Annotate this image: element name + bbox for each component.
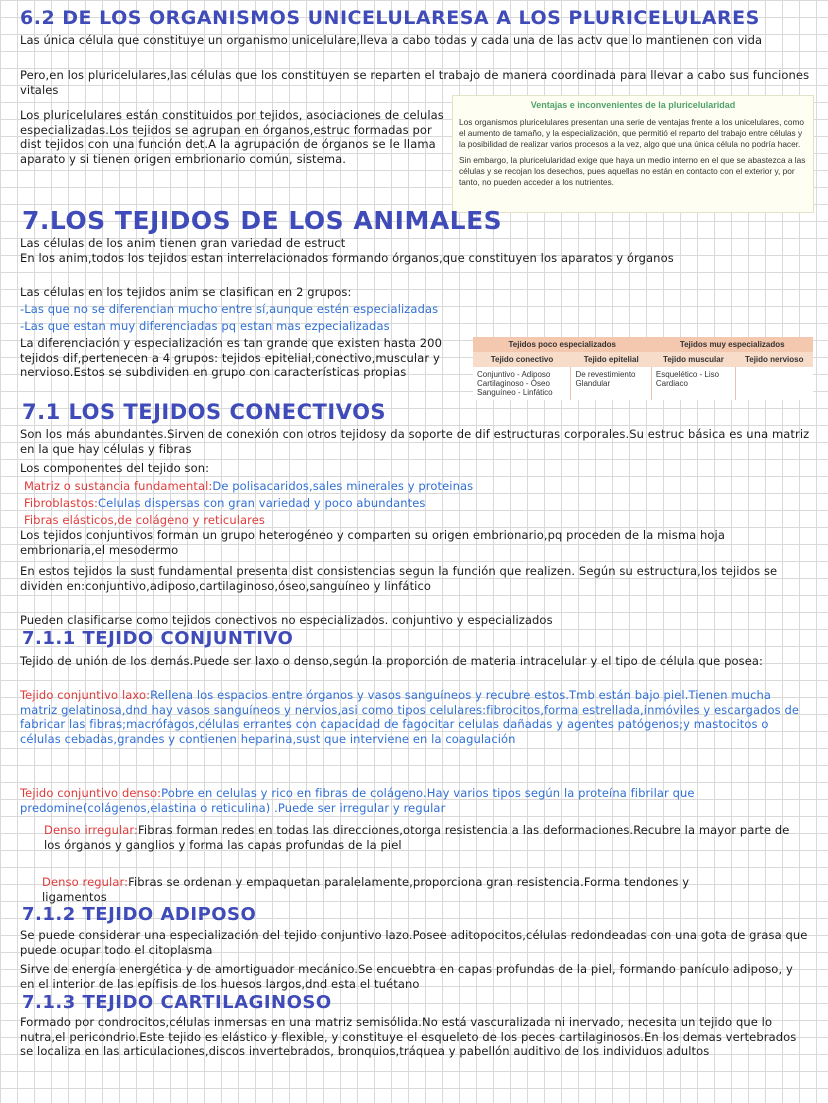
paragraph-cartilaginoso: Formado por condrocitos,células inmersas en una matriz semisólida.No está vascuralizada ni inervado, necesita un tejido que lo nutra,el pericondrio.Este tejido es elástico y flexible, y constituye el esqueleto de los peces cartilaginosos.En los demas vertebrados se localiza en las articulaciones,discos invertebrados, bronquios,tráquea y pabellón auditivo de los individuos adultos (20, 1015, 797, 1058)
paragraph-clasificarse: Pueden clasificarse como tejidos conectivos no especializados. conjuntivo y especializados (20, 613, 553, 627)
heading-7-1-1: 7.1.1 TEJIDO CONJUNTIVO (22, 628, 294, 649)
table-row (473, 367, 813, 400)
term-desc: Pobre en celulas y rico en fibras de colágeno.Hay varios tipos según la proteína fibrilar que predomine(colágenos,elastina o reticulina) .Puede ser irregular y regular (20, 786, 695, 815)
term-label: Denso regular: (42, 875, 129, 889)
paragraph-estruct: Las células de los anim tienen gran variedad de estruct (20, 236, 346, 250)
paragraph-adiposo: Se puede considerar una especialización del tejido conjuntivo lazo.Posee aditopocitos,células redondeadas con una gota de grasa que puede ocupar todo el citoplasma (20, 928, 808, 957)
paragraph-abundantes: Son los más abundantes.Sirven de conexión con otros tejidosy da soporte de dif estructuras corporales.Su estruc básica es una matriz en la que hay células y fibras (20, 427, 810, 456)
paragraph-200-tejidos: La diferenciación y especialización es tan grande que existen hasta 200 tejidos dif,pertenecen a 4 grupos: tejidos epitelial,conectivo,muscular y nervioso.Estos se subdividen en grupo con características propias (20, 336, 442, 379)
bullet-poco-diferenciadas: -Las que no se diferencian mucho entre sí,aunque estén especializadas (20, 302, 439, 316)
term-desc: Fibras se ordenan y empaquetan paralelamente,proporciona gran resistencia.Forma tendones y ligamentos (42, 875, 690, 904)
paragraph-interrelacionados: En los anim,todos los tejidos estan interrelacionados formando órganos,que constituyen los aparatos y órganos (20, 251, 674, 265)
heading-6-2: 6.2 DE LOS ORGANISMOS UNICELULARESA A LOS PLURICELULARES (20, 7, 760, 29)
table-column-header: Tejido epitelial (571, 352, 651, 367)
paragraph-pluricelular: Pero,en los pluricelulares,las células que los constituyen se reparten el trabajo de manera coordinada para llevar a cabo sus funciones vitales (20, 68, 810, 97)
info-box-title: Ventajas e inconvenientes de la pluricelularidad (530, 100, 736, 110)
table-group-header: Tejidos muy especializados (651, 337, 813, 352)
info-box-paragraph: Los organismos pluricelulares presentan una serie de ventajas frente a los unicelulares, como el aumento de tamaño, y la especialización, que permitió el reparto del trabajo entre células y la posibilidad de realizar varios procesos a la vez, algo que una única célula no podría hacer. (459, 117, 804, 149)
table-cell: Conjuntivo - Adiposo Cartilaginoso - Óseo Sanguíneo - Linfático (473, 367, 571, 400)
term-label: Tejido conjuntivo denso: (20, 786, 162, 800)
componente-desc: De polisacaridos,sales minerales y proteinas (212, 479, 474, 493)
table-column-header: Tejido muscular (651, 352, 735, 367)
table-group-header: Tejidos poco especializados (473, 337, 651, 352)
paragraph-clasificacion: Las células en los tejidos anim se clasifican en 2 grupos: (20, 285, 352, 299)
term-desc: Rellena los espacios entre órganos y vasos sanguíneos y recubre estos.Tmb están bajo piel.Tienen mucha matriz gelatinosa,dnd hay vasos sanguíneos y nervios,asi como tipos celulares:fibrocitos,forma estrellada,inmóviles y escargados de fabricar las fibras;macrófagos,células errantes con capacidad de fagocitar celulas dañadas y agentes patógenos;y mastocitos o células cebadas,grandes y contienen heparina,sust que interviene en la coagulación (20, 688, 800, 746)
heading-7-1-2: 7.1.2 TEJIDO ADIPOSO (22, 904, 257, 925)
info-box-paragraph: Sin embargo, la pluricelularidad exige que haya un medio interno en el que se abastezca a las células y se recojan los desechos, pues aquellas no están en contacto con el exterior y, por tanto, no pueden acceder a los nutrientes. (459, 155, 806, 187)
table-cell: Esquelético - Liso Cardiaco (651, 367, 735, 400)
heading-7-1-3: 7.1.3 TEJIDO CARTILAGINOSO (22, 992, 332, 1013)
heading-7: 7.LOS TEJIDOS DE LOS ANIMALES (22, 206, 503, 235)
info-box-pluricelularidad (452, 95, 814, 213)
paragraph-tejidos-organos: Los pluricelulares están constituidos por tejidos, asociaciones de celulas especializadas.Los tejidos se agrupan en órganos,estruc formadas por dist tejidos con una función det.A la agrupación de órganos se le llama aparato y si tienen origen embrionario común, sistema. (20, 108, 444, 166)
term-label: Tejido conjuntivo laxo: (20, 688, 151, 702)
table-cell (735, 367, 813, 400)
componente-label: Fibroblastos: (24, 496, 99, 510)
paragraph-denso-irregular (44, 823, 804, 852)
table-column-header: Tejido nervioso (735, 352, 813, 367)
term-label: Denso irregular: (44, 823, 139, 837)
paragraph-energia: Sirve de energía energética y de amortiguador mecánico.Se encuebtra en capas profundas de la piel, formando panículo adiposo, y en el interior de las epífisis de los huesos largos,dnd esta el tuétano (20, 962, 793, 991)
paragraph-tejido-union: Tejido de unión de los demás.Puede ser laxo o denso,según la proporción de materia intracelular y el tipo de célula que posea: (20, 654, 764, 668)
componente-desc: Celulas dispersas con gran variedad y poco abundantes (98, 496, 426, 510)
paragraph-conjuntivo-laxo (20, 688, 810, 746)
paragraph-unicelular: Las única célula que constituye un organismo unicelulare,lleva a cabo todas y cada una de las actv que lo mantienen con vida (20, 33, 763, 47)
paragraph-conjuntivo-denso (20, 786, 810, 815)
paragraph-componentes: Los componentes del tejido son: (20, 461, 210, 475)
paragraph-sust-fundamental: En estos tejidos la sust fundamental presenta dist consistencias segun la función que realizen. Según su estructura,los tejidos se dividen en:conjuntivo,adiposo,cartilaginoso,óseo,sanguíneo y linfático (20, 564, 778, 593)
componente-fibras: Fibras elásticos,de colágeno y reticulares (24, 513, 266, 527)
bullet-muy-diferenciadas: -Las que estan muy diferenciadas pq estan mas ezpecializadas (20, 319, 390, 333)
tejidos-table (473, 337, 813, 400)
term-desc: Fibras forman redes en todas las direcciones,otorga resistencia a las deformaciones.Recubre la mayor parte de los órganos y ganglios y forma las capas profundas de la piel (44, 823, 790, 852)
heading-7-1: 7.1 LOS TEJIDOS CONECTIVOS (22, 400, 387, 424)
componente-fibroblastos (24, 496, 814, 511)
componente-label: Matriz o sustancia fundamental: (24, 479, 213, 493)
paragraph-conjuntivos-origen: Los tejidos conjuntivos forman un grupo heterogéneo y comparten su origen embrionario,pq proceden de la misma hoja embrionaria,el mesodermo (20, 528, 725, 557)
componente-matriz (24, 479, 814, 494)
table-column-header: Tejido conectivo (473, 352, 571, 367)
paragraph-denso-regular (42, 875, 702, 904)
table-cell: De revestimiento Glandular (571, 367, 651, 400)
